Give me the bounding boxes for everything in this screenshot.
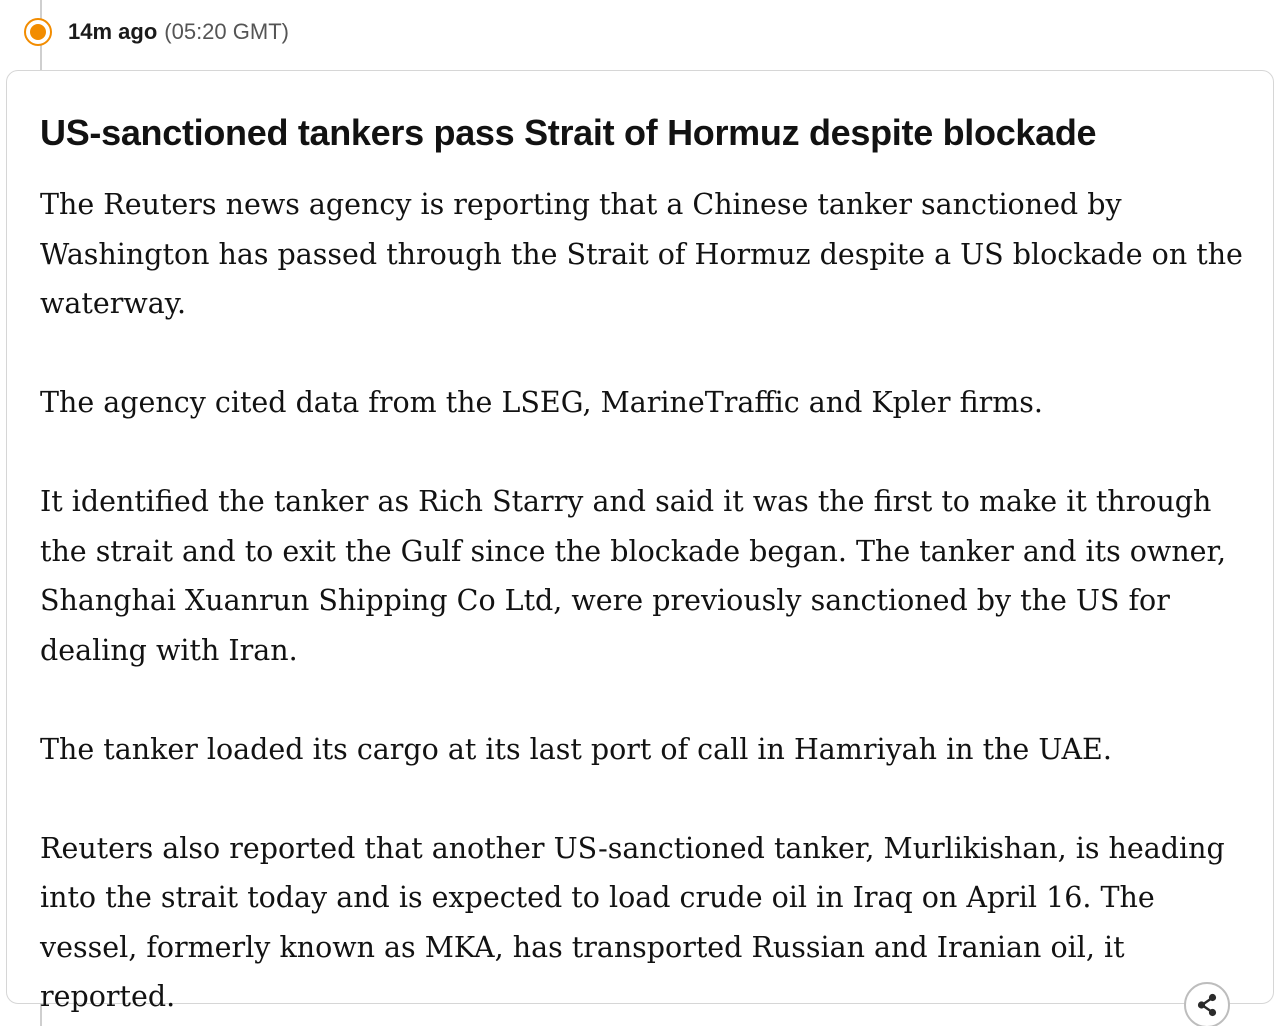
post-paragraph: Reuters also reported that another US-sanctioned tanker, Murlikishan, is heading into the strait today and is expected to load crude oil in Iraq on April 16. The vessel, formerly known as MKA, has transported Russian and Iranian oil, it reported. (40, 831, 1225, 1013)
post-paragraph: It identified the tanker as Rich Starry and said it was the first to make it through the strait and to exit the Gulf since the blockade began. The tanker and its owner, Shanghai Xuanrun Shipping Co Ltd, were previously sanctioned by the US for dealing with Iran. (40, 485, 1227, 667)
time-gmt: (05:20 GMT) (164, 19, 289, 44)
share-icon (1193, 991, 1221, 1019)
live-dot-icon (24, 18, 52, 46)
post-paragraph: The Reuters news agency is reporting that a Chinese tanker sanctioned by Washington has passed through the Strait of Hormuz despite a US blockade on the waterway. (40, 188, 1243, 320)
post-headline: US-sanctioned tankers pass Strait of Hormuz despite blockade (40, 112, 1097, 153)
time-ago: 14m ago (68, 19, 158, 44)
share-button[interactable] (1184, 982, 1230, 1026)
post-timestamp (24, 14, 289, 50)
live-dot-inner (30, 24, 46, 40)
post-paragraph: The agency cited data from the LSEG, MarineTraffic and Kpler firms. (40, 386, 1043, 419)
post-paragraph: The tanker loaded its cargo at its last port of call in Hamriyah in the UAE. (40, 732, 1112, 766)
post-body (40, 180, 1255, 1022)
live-post-card (6, 70, 1274, 1013)
